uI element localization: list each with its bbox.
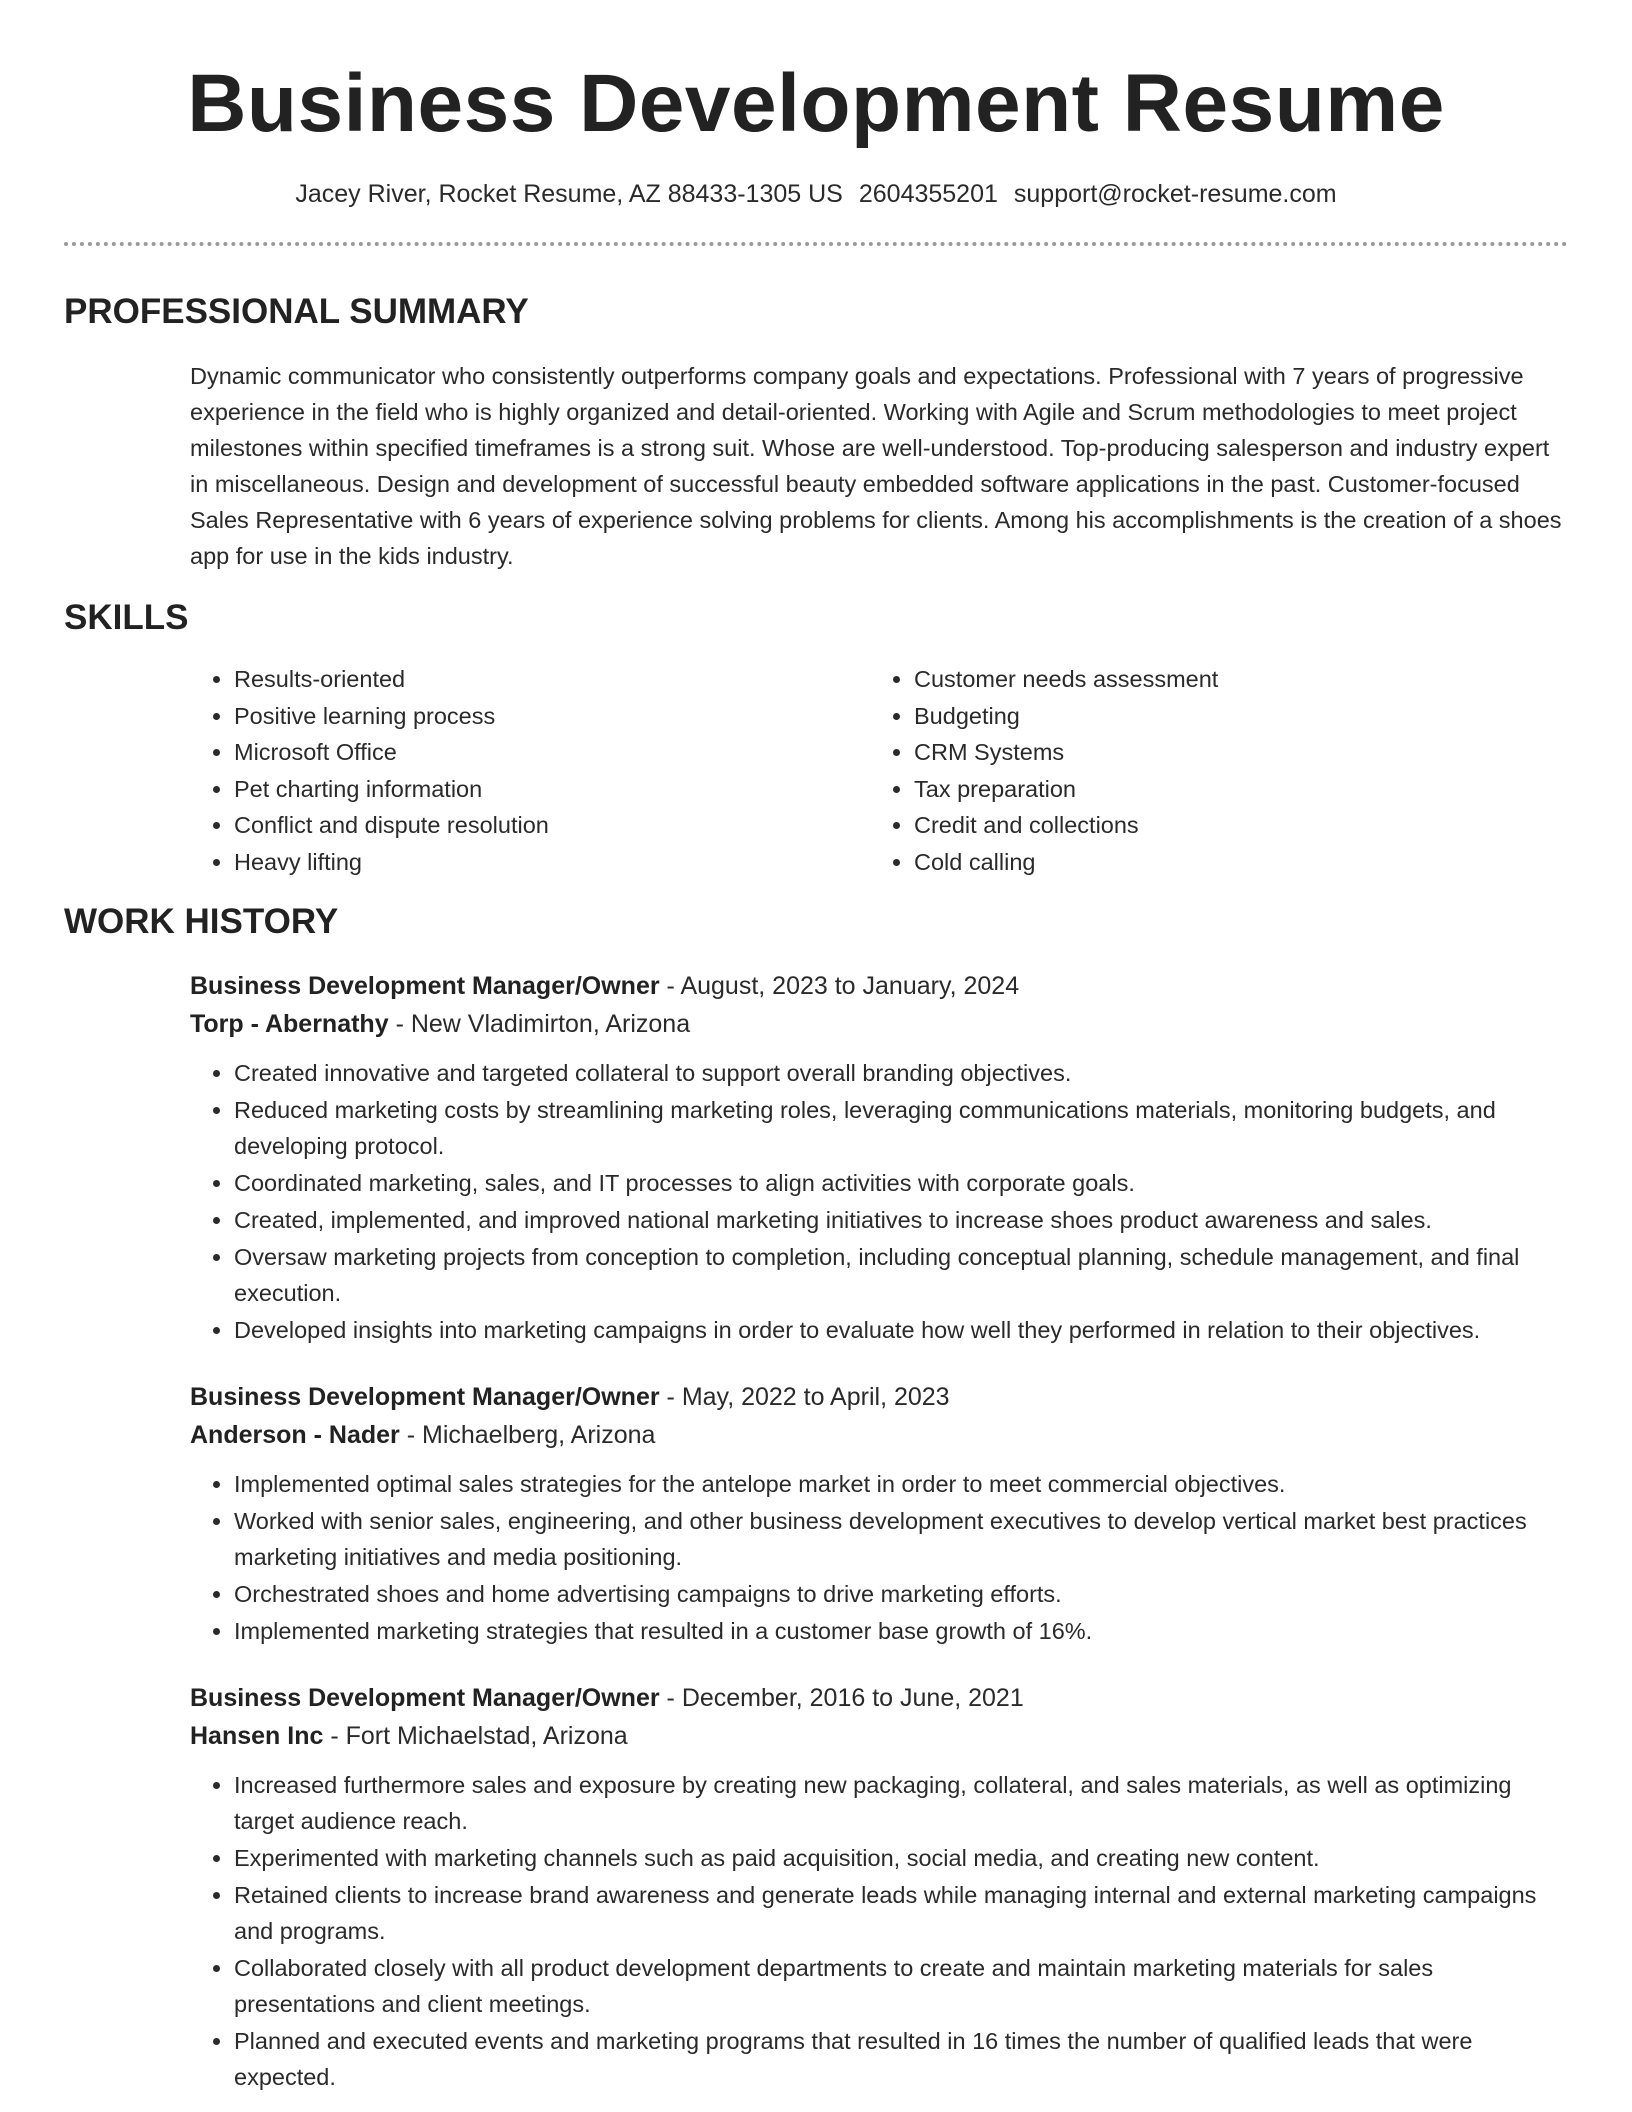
job-bullet: • Created innovative and targeted collateral to support overall branding objectives.	[234, 1055, 1568, 1091]
job-bullet: • Implemented marketing strategies that resulted in a customer base growth of 16%.	[234, 1613, 1568, 1649]
job-entry	[190, 1679, 1568, 2095]
resume-title: Business Development Resume	[187, 58, 1445, 149]
skills-list	[190, 661, 1568, 880]
job-company-line	[190, 1005, 1568, 1043]
skills-column-right	[870, 661, 1550, 880]
job-bullets	[190, 1055, 1568, 1348]
job-bullet: • Created, implemented, and improved national marketing initiatives to increase shoes product awareness and sales.	[234, 1202, 1568, 1238]
job-bullet: • Oversaw marketing projects from conception to completion, including conceptual planning, schedule management, and final execution.	[234, 1239, 1568, 1311]
job-company-line	[190, 1717, 1568, 1755]
job-dates: - May, 2022 to April, 2023	[666, 1383, 950, 1411]
job-bullet: • Experimented with marketing channels such as paid acquisition, social media, and creating new content.	[234, 1840, 1568, 1876]
job-title: Business Development Manager/Owner	[190, 1383, 660, 1411]
job-bullet: • Planned and executed events and marketing programs that resulted in 16 times the number of qualified leads that were expected.	[234, 2023, 1568, 2095]
skill-item: • Results-oriented	[234, 661, 870, 698]
skills-heading: SKILLS	[64, 598, 189, 637]
skill-item: • Microsoft Office	[234, 734, 870, 771]
summary-text: Dynamic communicator who consistently outperforms company goals and expectations. Professional with 7 years of progressive experience in the field who is highly organized and detail-oriented. Working with Agile and Scrum methodologies to meet project milestones within specified timeframes is a strong suit. Whose are well-understood. Top-producing salesperson and industry expert in miscellaneous. Design and development of successful beauty embedded software applications in the past. Customer-focused Sales Representative with 6 years of experience solving problems for clients. Among his accomplishments is the creation of a shoes app for use in the kids industry.	[190, 363, 1562, 569]
contact-address: Jacey River, Rocket Resume, AZ 88433-1305 US	[295, 180, 843, 208]
job-location: - Michaelberg, Arizona	[406, 1421, 656, 1449]
job-company: Torp - Abernathy	[190, 1010, 389, 1038]
skill-item: • Pet charting information	[234, 771, 870, 808]
job-bullet: • Orchestrated shoes and home advertising campaigns to drive marketing efforts.	[234, 1576, 1568, 1612]
contact-phone: 2604355201	[858, 180, 998, 208]
job-entry	[190, 967, 1568, 1348]
skills-column-left	[190, 661, 870, 880]
job-title-line	[190, 1378, 1568, 1416]
skill-item: • Heavy lifting	[234, 844, 870, 881]
job-title: Business Development Manager/Owner	[190, 972, 660, 1000]
job-company: Hansen Inc	[190, 1722, 324, 1750]
contact-email: support@rocket-resume.com	[1013, 180, 1337, 208]
job-dates: - December, 2016 to June, 2021	[666, 1684, 1024, 1712]
job-dates: - August, 2023 to January, 2024	[666, 972, 1020, 1000]
job-bullet: • Coordinated marketing, sales, and IT processes to align activities with corporate goals.	[234, 1165, 1568, 1201]
job-company: Anderson - Nader	[190, 1421, 400, 1449]
skill-item: • Credit and collections	[914, 807, 1550, 844]
skill-item: • Positive learning process	[234, 698, 870, 735]
contact-info	[64, 178, 1568, 210]
job-entry	[190, 1378, 1568, 1649]
skill-item: • Customer needs assessment	[914, 661, 1550, 698]
job-bullet: • Implemented optimal sales strategies for the antelope market in order to meet commercial objectives.	[234, 1466, 1568, 1502]
work-history-heading: WORK HISTORY	[64, 902, 339, 941]
job-bullet: • Retained clients to increase brand awareness and generate leads while managing internal and external marketing campaigns and programs.	[234, 1877, 1568, 1949]
job-bullet: • Developed insights into marketing campaigns in order to evaluate how well they performed in relation to their objectives.	[234, 1312, 1568, 1348]
skill-item: • CRM Systems	[914, 734, 1550, 771]
skill-item: • Conflict and dispute resolution	[234, 807, 870, 844]
job-title-line	[190, 1679, 1568, 1717]
header-divider	[64, 242, 1568, 246]
job-bullet: • Worked with senior sales, engineering, and other business development executives to develop vertical market best practices marketing initiatives and media positioning.	[234, 1503, 1568, 1575]
job-location: - Fort Michaelstad, Arizona	[330, 1722, 628, 1750]
job-title: Business Development Manager/Owner	[190, 1684, 660, 1712]
job-company-line	[190, 1416, 1568, 1454]
job-title-line	[190, 967, 1568, 1005]
summary-heading: PROFESSIONAL SUMMARY	[64, 292, 529, 331]
skill-item: • Cold calling	[914, 844, 1550, 881]
job-bullet: • Collaborated closely with all product development departments to create and maintain marketing materials for sales presentations and client meetings.	[234, 1950, 1568, 2022]
skill-item: • Tax preparation	[914, 771, 1550, 808]
job-bullet: • Reduced marketing costs by streamlining marketing roles, leveraging communications materials, monitoring budgets, and developing protocol.	[234, 1092, 1568, 1164]
skill-item: • Budgeting	[914, 698, 1550, 735]
job-bullet: • Increased furthermore sales and exposure by creating new packaging, collateral, and sales materials, as well as optimizing target audience reach.	[234, 1767, 1568, 1839]
job-bullets	[190, 1466, 1568, 1649]
resume-page	[64, 0, 1568, 2096]
job-bullets	[190, 1767, 1568, 2095]
job-location: - New Vladimirton, Arizona	[395, 1010, 691, 1038]
